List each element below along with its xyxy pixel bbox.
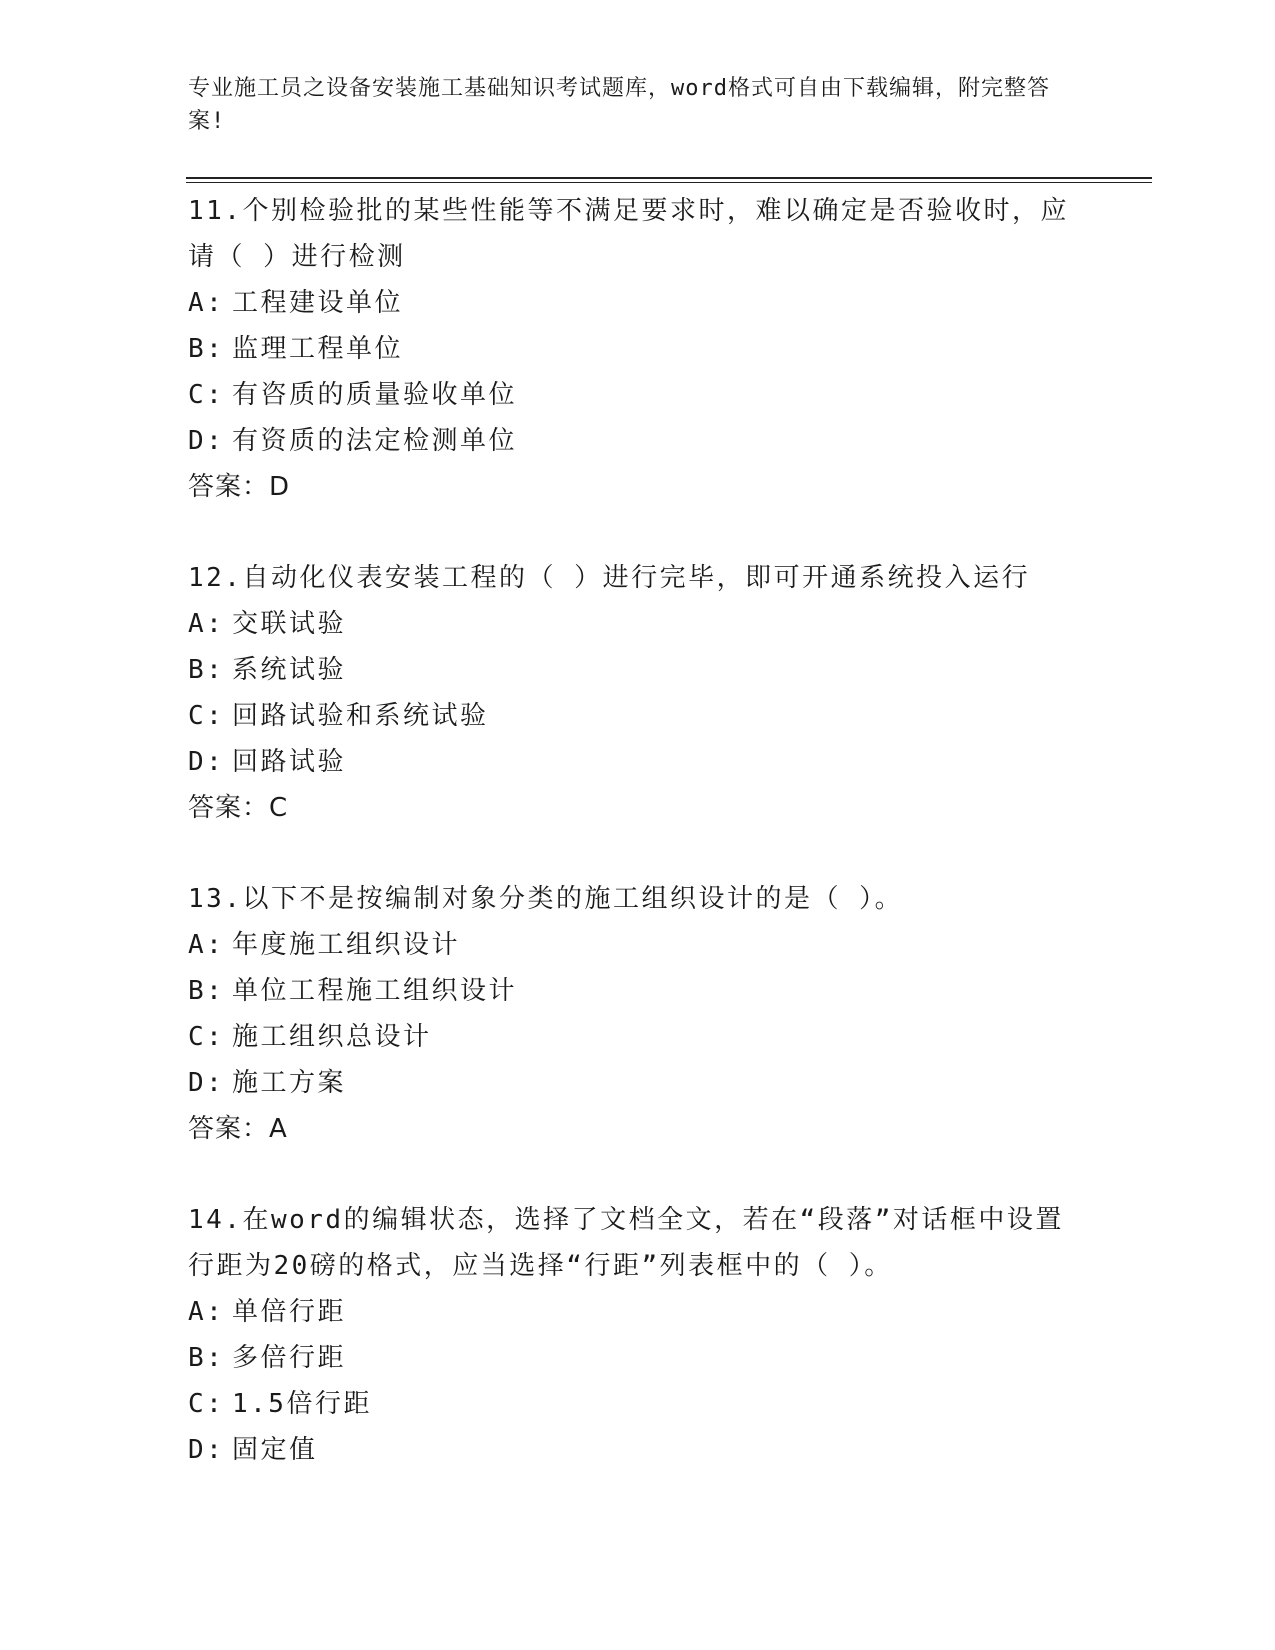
option-b (188, 968, 1088, 1014)
option-key: C: (188, 701, 225, 731)
option-key: A: (188, 1297, 225, 1327)
option-b (188, 1335, 1088, 1381)
option-text: 监理工程单位 (232, 334, 404, 364)
option-a (188, 1289, 1088, 1335)
option-d (188, 739, 1088, 785)
option-key: A: (188, 609, 225, 639)
option-key: B: (188, 1343, 225, 1373)
option-a (188, 280, 1088, 326)
question-list (188, 188, 1088, 1518)
option-key: C: (188, 1022, 225, 1052)
option-text: 多倍行距 (232, 1343, 347, 1373)
question-13 (188, 876, 1088, 1152)
option-key: B: (188, 334, 225, 364)
option-a (188, 601, 1088, 647)
option-text: 固定值 (232, 1435, 318, 1465)
option-key: B: (188, 655, 225, 685)
option-key: C: (188, 380, 225, 410)
option-b (188, 647, 1088, 693)
option-d (188, 418, 1088, 464)
option-text: 施工方案 (232, 1068, 347, 1098)
question-stem: 13.以下不是按编制对象分类的施工组织设计的是（ ）。 (188, 884, 904, 914)
option-text: 单位工程施工组织设计 (232, 976, 518, 1006)
option-c (188, 372, 1088, 418)
header-divider-thin (186, 182, 1152, 183)
answer-line: 答案：C (188, 793, 289, 823)
document-header: 专业施工员之设备安装施工基础知识考试题库，word格式可自由下载编辑，附完整答案! (188, 76, 1050, 134)
option-key: D: (188, 426, 225, 456)
option-text: 施工组织总设计 (232, 1022, 432, 1052)
question-stem: 14.在word的编辑状态，选择了文档全文，若在“段落”对话框中设置行距为20磅的格式，应当选择“行距”列表框中的（ ）。 (188, 1205, 1064, 1281)
option-text: 回路试验 (232, 747, 347, 777)
option-key: C: (188, 1389, 225, 1419)
option-text: 工程建设单位 (232, 288, 404, 318)
option-key: A: (188, 930, 225, 960)
option-a (188, 922, 1088, 968)
question-12 (188, 555, 1088, 831)
question-stem: 11.个别检验批的某些性能等不满足要求时，难以确定是否验收时，应请（ ）进行检测 (188, 196, 1069, 272)
option-text: 交联试验 (232, 609, 347, 639)
option-text: 1.5倍行距 (232, 1389, 372, 1419)
option-d (188, 1060, 1088, 1106)
option-c (188, 693, 1088, 739)
option-text: 有资质的法定检测单位 (232, 426, 518, 456)
answer-line: 答案：A (188, 1114, 288, 1144)
header-divider-thick (186, 177, 1152, 179)
option-text: 单倍行距 (232, 1297, 347, 1327)
option-c (188, 1014, 1088, 1060)
option-text: 有咨质的质量验收单位 (232, 380, 518, 410)
option-text: 年度施工组织设计 (232, 930, 461, 960)
option-c (188, 1381, 1088, 1427)
question-11 (188, 188, 1088, 510)
option-key: D: (188, 1435, 225, 1465)
question-stem: 12.自动化仪表安装工程的（ ）进行完毕，即可开通系统投入运行 (188, 563, 1031, 593)
option-key: D: (188, 1068, 225, 1098)
option-d (188, 1427, 1088, 1473)
option-b (188, 326, 1088, 372)
answer-line: 答案：D (188, 472, 291, 502)
option-text: 系统试验 (232, 655, 347, 685)
option-key: B: (188, 976, 225, 1006)
option-text: 回路试验和系统试验 (232, 701, 489, 731)
option-key: D: (188, 747, 225, 777)
question-14 (188, 1197, 1088, 1473)
option-key: A: (188, 288, 225, 318)
